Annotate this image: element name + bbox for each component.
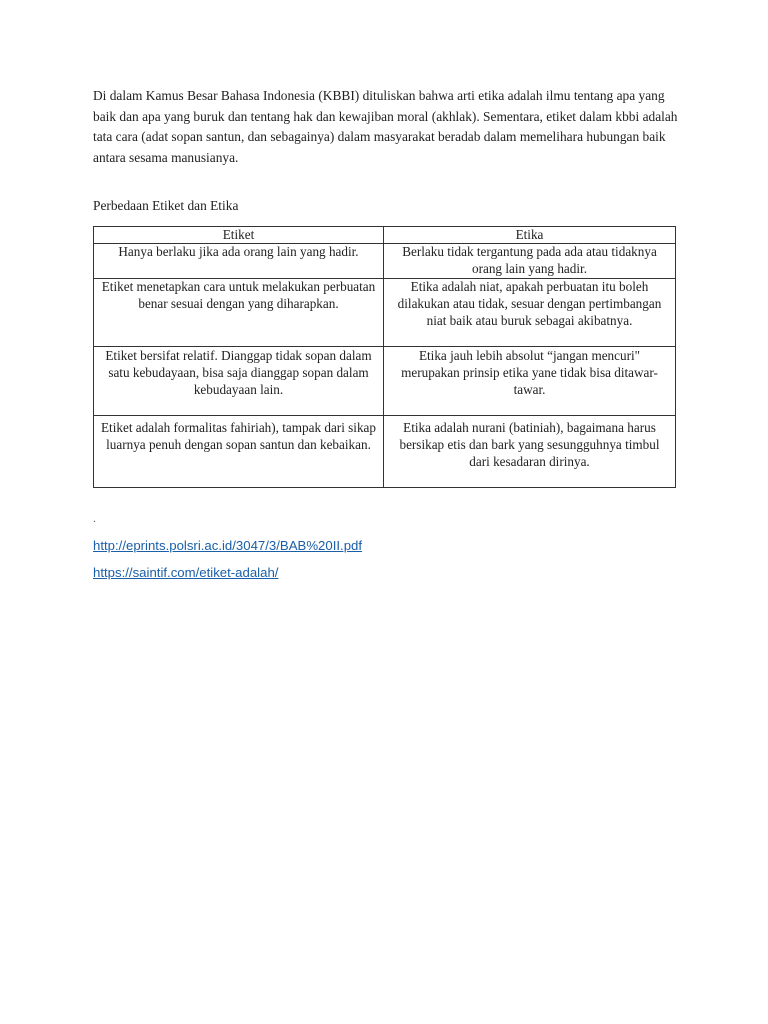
header-etika: Etika: [384, 227, 676, 244]
table-row: [94, 244, 676, 279]
cell-etika: Berlaku tidak tergantung pada ada atau tidaknya orang lain yang hadir.: [384, 244, 676, 279]
table-title: Perbedaan Etiket dan Etika: [93, 198, 239, 213]
cell-etiket: Etiket adalah formalitas fahiriah), tampak dari sikap luarnya penuh dengan sopan santun dan kebaikan.: [94, 416, 384, 488]
table-row: [94, 416, 676, 488]
cell-etika: Etika adalah nurani (batiniah), bagaimana harus bersikap etis dan bark yang sesungguhnya timbul dari kesadaran dirinya.: [384, 416, 676, 488]
cell-etika: Etika adalah niat, apakah perbuatan itu boleh dilakukan atau tidak, sesuar dengan pertimbangan niat baik atau buruk sebagai akibatnya.: [384, 279, 676, 347]
separator-mark: .: [93, 511, 96, 525]
table-row: [94, 279, 676, 347]
header-etiket: Etiket: [94, 227, 384, 244]
cell-etiket: Etiket menetapkan cara untuk melakukan perbuatan benar sesuai dengan yang diharapkan.: [94, 279, 384, 347]
table-header-row: [94, 227, 676, 244]
cell-etiket: Hanya berlaku jika ada orang lain yang hadir.: [94, 244, 384, 279]
table-row: [94, 347, 676, 416]
cell-etiket: Etiket bersifat relatif. Dianggap tidak sopan dalam satu kebudayaan, bisa saja dianggap sopan dalam kebudayaan lain.: [94, 347, 384, 416]
comparison-table: [93, 226, 676, 488]
intro-paragraph: Di dalam Kamus Besar Bahasa Indonesia (KBBI) dituliskan bahwa arti etika adalah ilmu tentang apa yang baik dan apa yang buruk dan tentang hak dan kewajiban moral (akhlak). Sementara, etiket dalam kbbi adalah tata cara (adat sopan santun, dan sebagainya) dalam masyarakat beradab dalam memelihara hubungan baik antara sesama manusianya.: [93, 88, 678, 165]
reference-link-eprints[interactable]: http://eprints.polsri.ac.id/3047/3/BAB%20II.pdf: [93, 538, 363, 553]
reference-link-saintif[interactable]: https://saintif.com/etiket-adalah/: [93, 565, 279, 580]
cell-etika: Etika jauh lebih absolut “jangan mencuri" merupakan prinsip etika yane tidak bisa ditawar-tawar.: [384, 347, 676, 416]
